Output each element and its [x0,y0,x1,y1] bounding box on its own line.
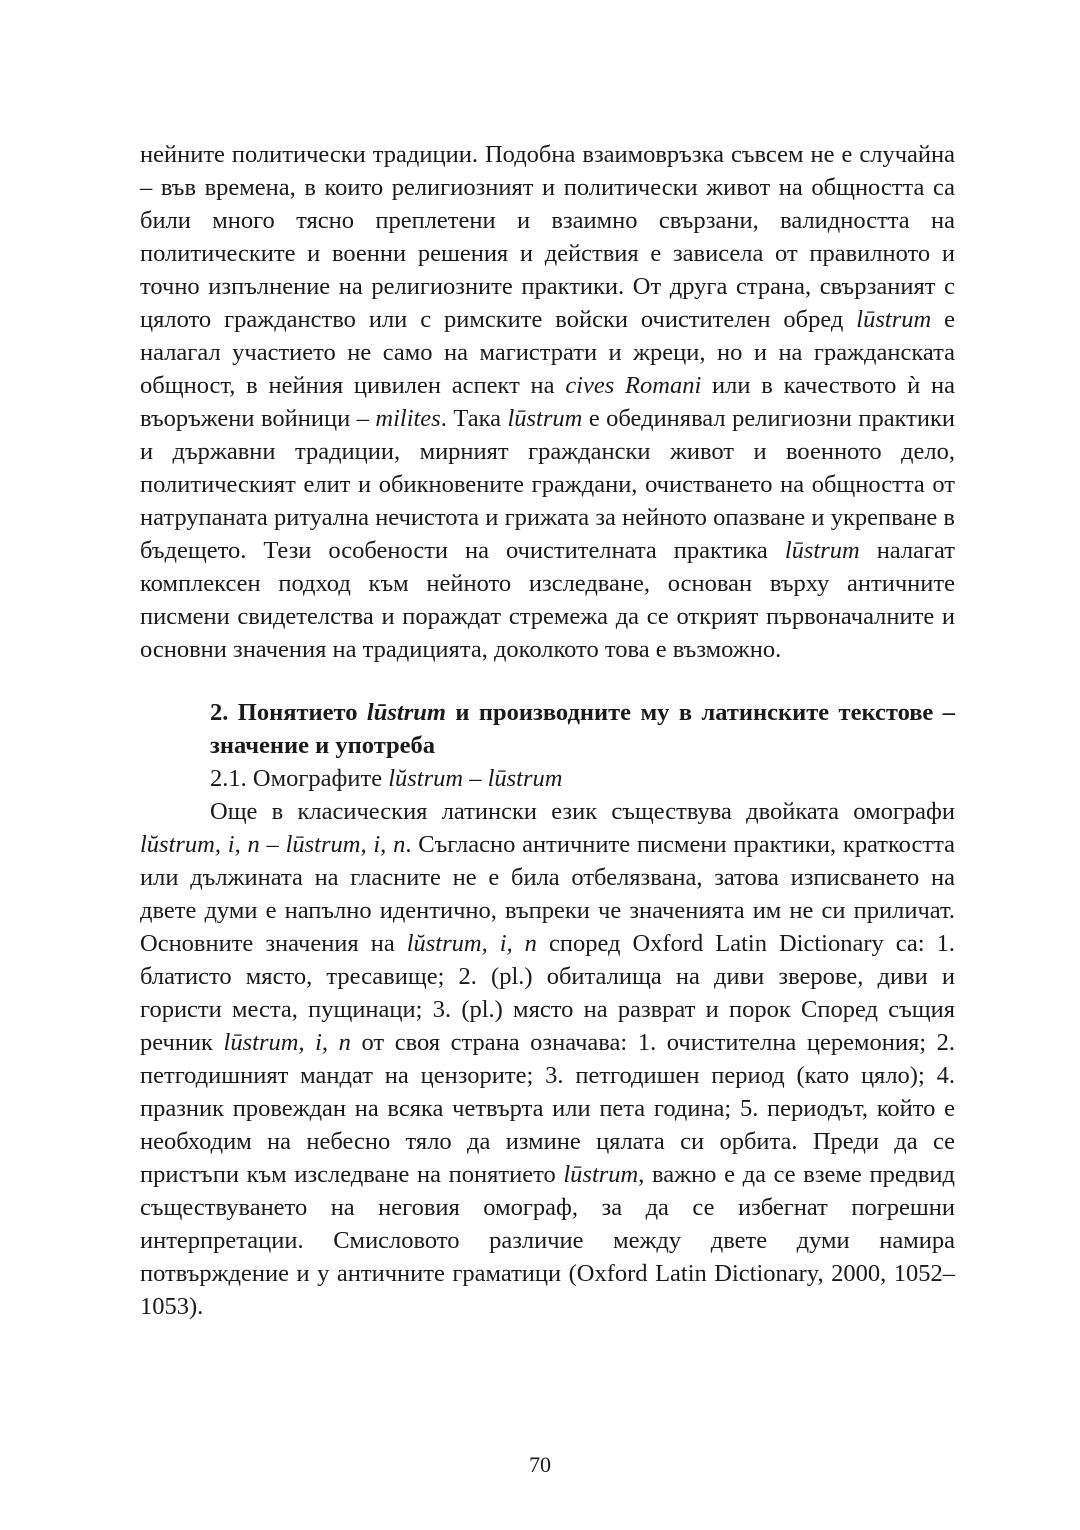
text-run: 2. Понятието [210,699,367,726]
page-body [140,138,955,1323]
text-run: Още в класическия латински език съществува двойката омографи [210,798,955,825]
text-run: от своя страна означава: 1. очистителна церемония; 2. петгодишният мандат на цензорите; 3. петгодишен период (като цяло); 4. празник провеждан на всяка четвърта или пета година; 5. периодът, който е необходим на небесно тяло да измине цялата си орбита. Преди да се пристъпи към изследване на понятието [140,1029,956,1188]
italic-term: milites [375,405,441,432]
text-run: е обединявал религиозни практики и държавни традиции, мирният граждански живот и военното дело, политическият елит и обикновените граждани, очистването на общността от натрупаната ритуална нечистота и грижата за нейното опазване и укрепване в бъдещето. Тези особености на очистителната практика [140,405,955,564]
text-run: , важно е да се вземе предвид съществуването на неговия омограф, за да се избегнат погрешни интерпретации. Смисловото различие между двете думи намира потвърждение и у античните граматици (Oxford Latin Dictionary, 2000, 1052–1053). [140,1161,955,1320]
text-run: . Така [440,405,508,432]
text-run: налагат комплексен подход към нейното изследване, основан върху античните писмени свидетелства и пораждат стремежа да се открият първоначалните и основни значения на традицията, доколкото това е възможно. [140,537,955,663]
text-run: 2.1. Омографите [210,765,389,792]
text-run: – [463,765,488,792]
section-heading [140,696,955,762]
text-run: е налагал участието не само на магистрати и жреци, но и на гражданската общност, в нейния цивилен аспект на [140,306,956,399]
italic-term: lŭstrum, i, n [406,930,537,957]
italic-term: lŭstrum, i, n [140,831,260,858]
page-number: 70 [529,1452,551,1477]
italic-term: lūstrum [856,306,932,333]
text-run: – [259,831,286,858]
italic-term: lūstrum, i, n [223,1029,351,1056]
italic-term: lūstrum [487,765,563,792]
italic-term: lūstrum, i, n [285,831,406,858]
italic-term: cives Romani [565,372,702,399]
subsection-heading [140,762,955,795]
text-run: според Oxford Latin Dictionary са: 1. блатисто място, тресавище; 2. (pl.) обиталища на диви зверове, диви и гористи места, пущинаци; 3. (pl.) място на разврат и порок Според същия речник [140,930,955,1056]
italic-term: lūstrum [563,1161,639,1188]
italic-term: lūstrum [784,537,860,564]
text-run: нейните политически традиции. Подобна взаимовръзка съвсем не е случайна – във времена, в които религиозният и политически живот на общността са били много тясно преплетени и взаимно свързани, валидността на политическите и военни решения и действия е зависела от правилното и точно изпълнение на религиозните практики. От друга страна, свързаният с цялото гражданство или с римските войски очистителен обред [140,141,955,333]
paragraph-2 [140,795,955,1323]
paragraph-1 [140,138,955,666]
text-run: и производните му в латинските текстове – значение и употреба [210,699,955,759]
italic-term: lŭstrum [388,765,464,792]
italic-term: lūstrum [507,405,583,432]
text-run: или в качеството ѝ на въоръжени войници – [140,372,955,432]
text-run: . Съгласно античните писмени практики, краткостта или дължината на гласните не е била отбелязвана, затова изписването на двете думи е напълно идентично, въпреки че значенията им не си приличат. Основните значения на [140,831,955,957]
italic-term: lūstrum [366,699,446,726]
